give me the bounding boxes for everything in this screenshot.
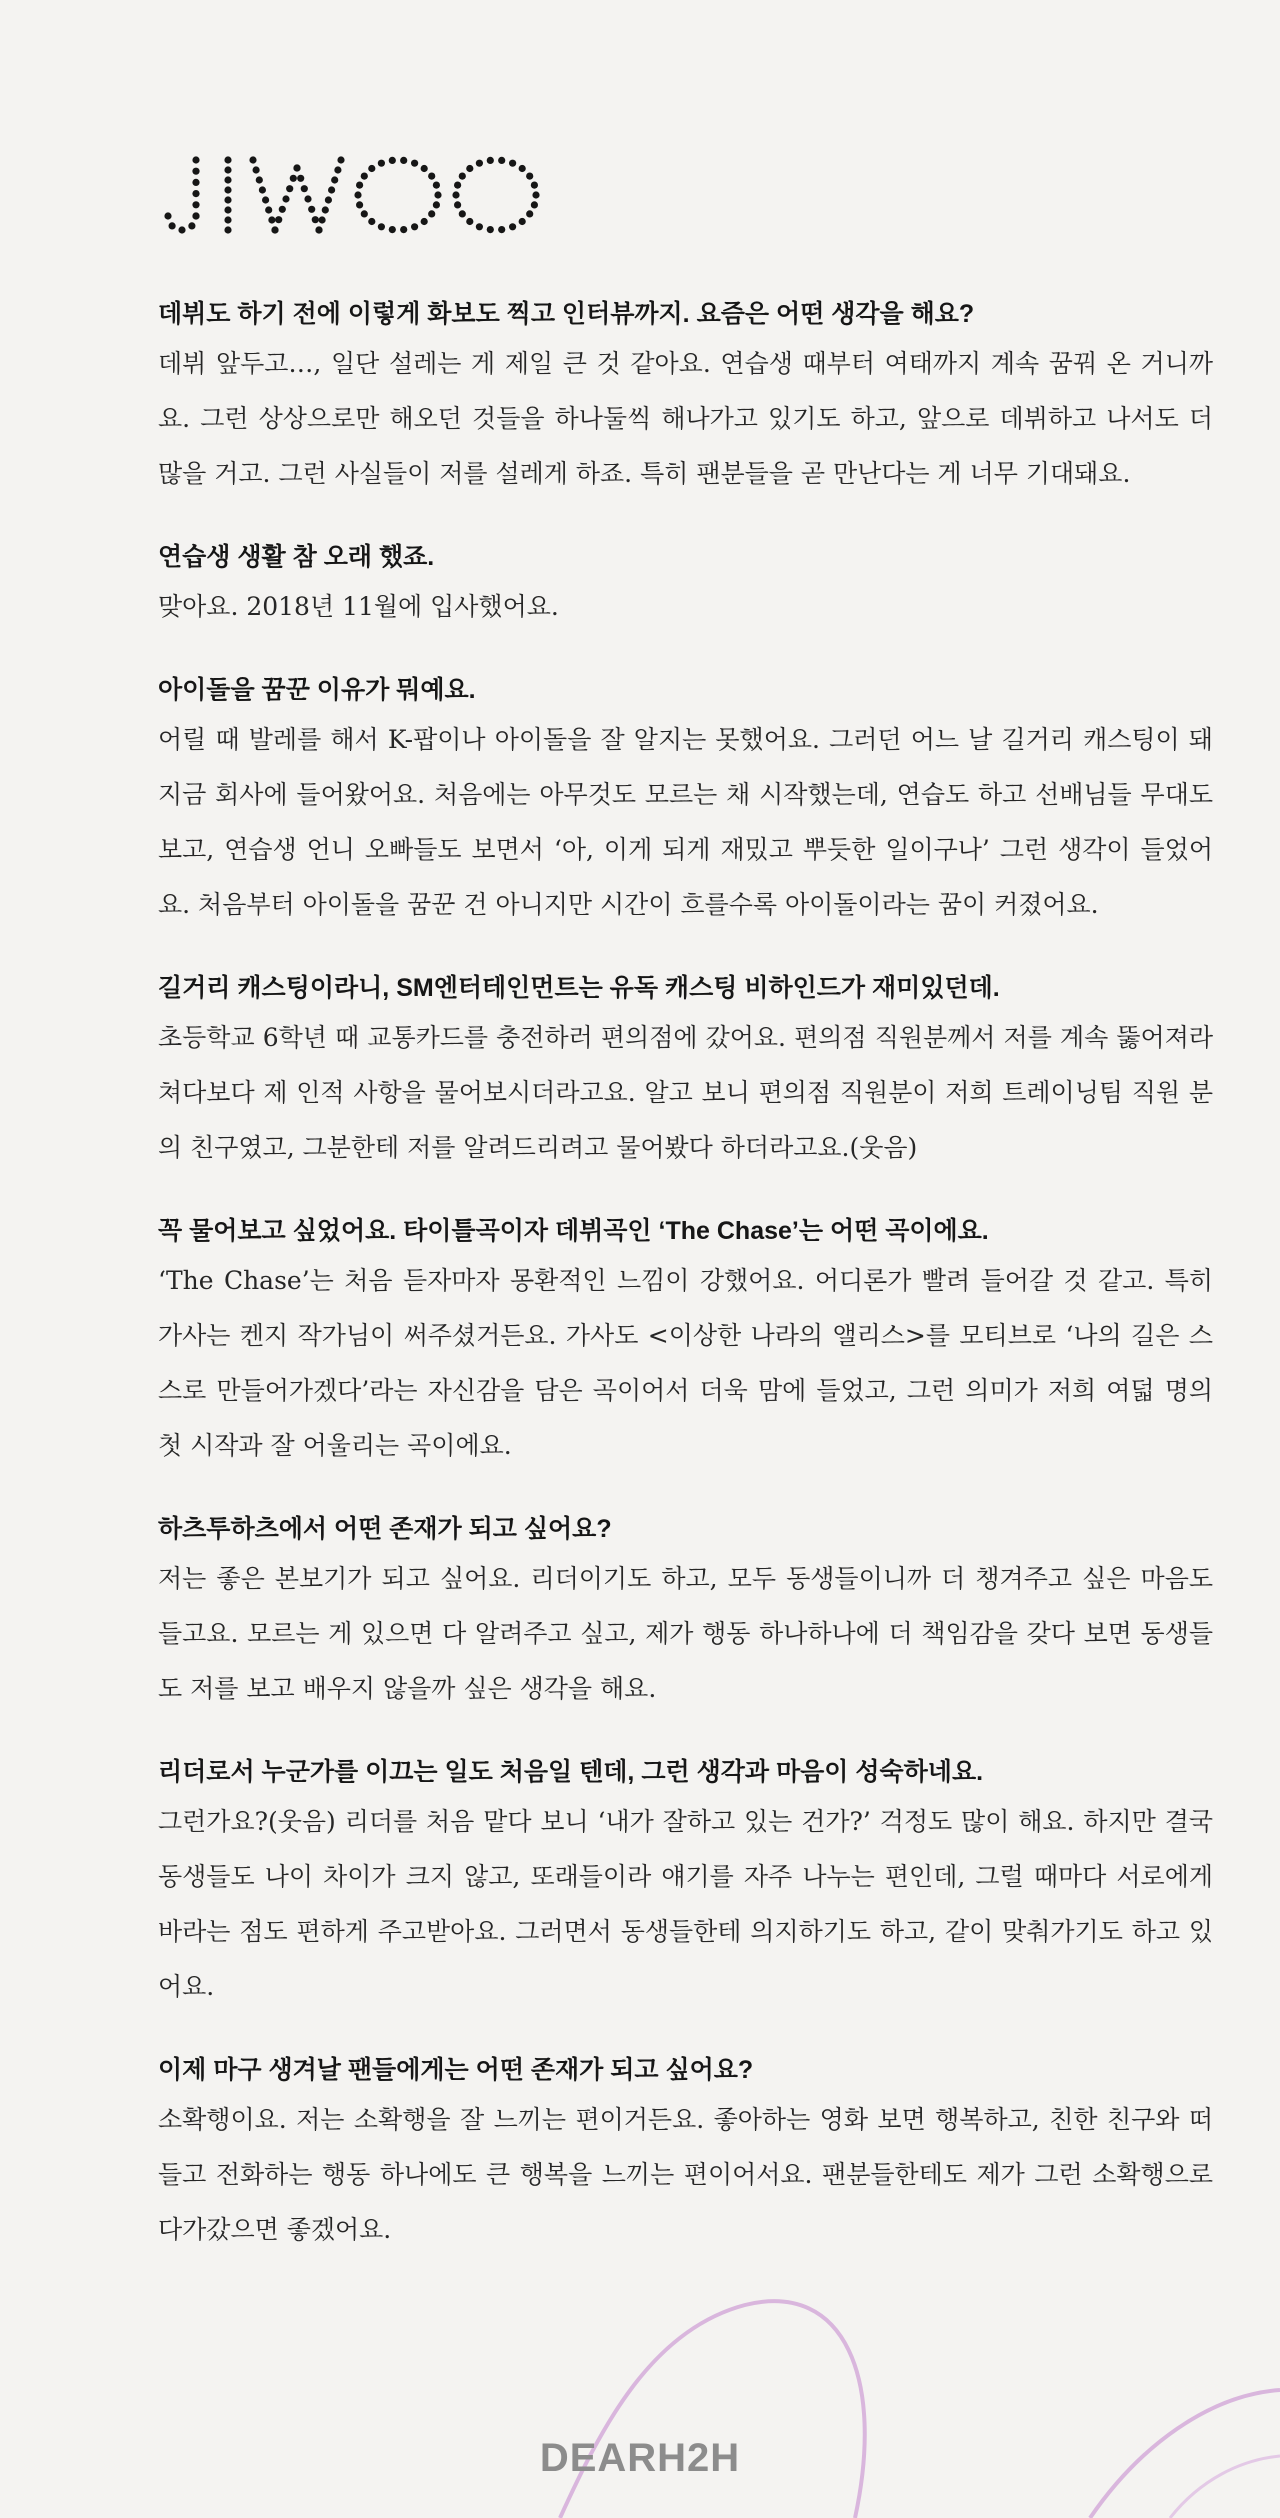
qa-block <box>158 2048 1213 2257</box>
answer: 어릴 때 발레를 해서 K-팝이나 아이돌을 잘 알지는 못했어요. 그러던 어느 날 길거리 캐스팅이 돼 지금 회사에 들어왔어요. 처음에는 아무것도 모르는 채 시작했는데, 연습도 하고 선배님들 무대도 보고, 연습생 언니 오빠들도 보면서 ‘아, 이게 되게 재밌고 뿌듯한 일이구나’ 그런 생각이 들었어요. 처음부터 아이돌을 꿈꾼 건 아니지만 시간이 흐를수록 아이돌이라는 꿈이 커졌어요. <box>158 725 1213 919</box>
answer: 저는 좋은 본보기가 되고 싶어요. 리더이기도 하고, 모두 동생들이니까 더 챙겨주고 싶은 마음도 들고요. 모르는 게 있으면 다 알려주고 싶고, 제가 행동 하나하나에 더 책임감을 갖다 보면 동생들도 저를 보고 배우지 않을까 싶은 생각을 해요. <box>158 1564 1213 1703</box>
question: 아이돌을 꿈꾼 이유가 뭐예요. <box>158 676 476 704</box>
qa-block <box>158 292 1213 501</box>
question: 리더로서 누군가를 이끄는 일도 처음일 텐데, 그런 생각과 마음이 성숙하네요. <box>158 1758 984 1786</box>
answer: 맞아요. 2018년 11월에 입사했어요. <box>158 592 559 621</box>
question: 길거리 캐스팅이라니, SM엔터테인먼트는 유독 캐스팅 비하인드가 재미있던데. <box>158 974 1000 1002</box>
qa-block <box>158 1750 1213 2014</box>
question: 꼭 물어보고 싶었어요. 타이틀곡이자 데뷔곡인 ‘The Chase’는 어떤 곡이에요. <box>158 1217 989 1245</box>
name-title <box>158 155 638 235</box>
answer: 그런가요?(웃음) 리더를 처음 맡다 보니 ‘내가 잘하고 있는 건가?’ 걱정도 많이 해요. 하지만 결국 동생들도 나이 차이가 크지 않고, 또래들이라 얘기를 자주 나누는 편인데, 그럴 때마다 서로에게 바라는 점도 편하게 주고받아요. 그러면서 동생들한테 의지하기도 하고, 같이 맞춰가기도 하고 있어요. <box>158 1807 1213 2001</box>
question: 하츠투하츠에서 어떤 존재가 되고 싶어요? <box>158 1515 612 1543</box>
answer: 데뷔 앞두고…, 일단 설레는 게 제일 큰 것 같아요. 연습생 때부터 여태까지 계속 꿈꿔 온 거니까요. 그런 상상으로만 해오던 것들을 하나둘씩 해나가고 있기도 하고, 앞으로 데뷔하고 나서도 더 많을 거고. 그런 사실들이 저를 설레게 하죠. 특히 팬분들을 곧 만난다는 게 너무 기대돼요. <box>158 349 1213 488</box>
question: 데뷔도 하기 전에 이렇게 화보도 찍고 인터뷰까지. 요즘은 어떤 생각을 해요? <box>158 300 975 328</box>
answer: ‘The Chase’는 처음 듣자마자 몽환적인 느낌이 강했어요. 어디론가 빨려 들어갈 것 같고. 특히 가사는 켄지 작가님이 써주셨거든요. 가사도 <이상한 나라의 앨리스>를 모티브로 ‘나의 길은 스스로 만들어가겠다’라는 자신감을 담은 곡이어서 더욱 맘에 들었고, 그런 의미가 저희 여덟 명의 첫 시작과 잘 어울리는 곡이에요. <box>158 1266 1213 1460</box>
qa-block <box>158 1507 1213 1716</box>
qa-block <box>158 668 1213 932</box>
question: 이제 마구 생겨날 팬들에게는 어떤 존재가 되고 싶어요? <box>158 2056 754 2084</box>
footer-logo: DEARH2H <box>539 2436 741 2480</box>
interview-section <box>158 292 1213 2291</box>
qa-block <box>158 535 1213 634</box>
question: 연습생 생활 참 오래 했죠. <box>158 543 435 571</box>
answer: 소확행이요. 저는 소확행을 잘 느끼는 편이거든요. 좋아하는 영화 보면 행복하고, 친한 친구와 떠들고 전화하는 행동 하나에도 큰 행복을 느끼는 편이어서요. 팬분들한테도 제가 그런 소확행으로 다가갔으면 좋겠어요. <box>158 2105 1213 2244</box>
qa-block <box>158 1209 1213 1473</box>
qa-block <box>158 966 1213 1175</box>
answer: 초등학교 6학년 때 교통카드를 충전하러 편의점에 갔어요. 편의점 직원분께서 저를 계속 뚫어져라 쳐다보다 제 인적 사항을 물어보시더라고요. 알고 보니 편의점 직원분이 저희 트레이닝팀 직원 분의 친구였고, 그분한테 저를 알려드리려고 물어봤다 하더라고요.(웃음) <box>158 1023 1213 1162</box>
